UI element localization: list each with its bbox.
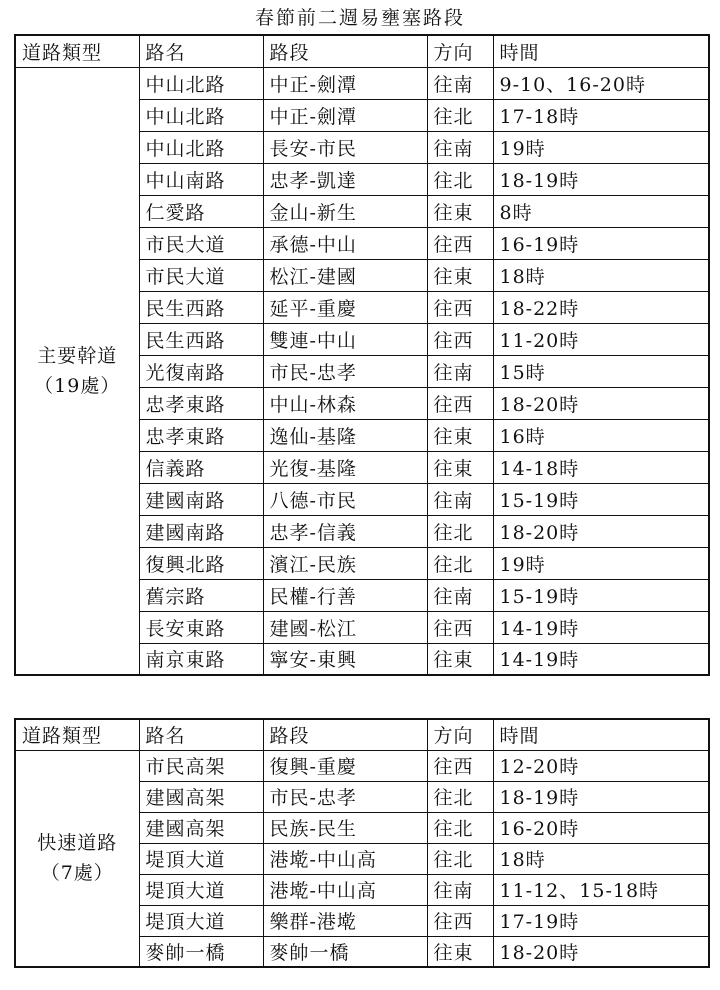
time-cell: 15時 (493, 355, 709, 387)
header-road-name: 路名 (139, 35, 263, 67)
header-road-type: 道路類型 (15, 35, 139, 67)
expressway-table (14, 718, 710, 968)
section-cell: 光復-基隆 (263, 451, 427, 483)
road-type-count: （7處） (40, 862, 114, 885)
direction-cell: 往西 (427, 905, 493, 936)
direction-cell: 往南 (427, 483, 493, 515)
direction-cell: 往北 (427, 781, 493, 812)
direction-cell: 往南 (427, 355, 493, 387)
page-title: 春節前二週易壅塞路段 (254, 7, 465, 29)
time-cell: 19時 (493, 547, 709, 579)
header-direction: 方向 (427, 35, 493, 67)
section-cell: 寧安-東興 (263, 643, 427, 675)
time-cell: 15-19時 (493, 579, 709, 611)
time-cell: 11-20時 (493, 323, 709, 355)
time-cell: 9-10、16-20時 (493, 67, 709, 99)
road-type-cell (15, 67, 139, 675)
direction-cell: 往北 (427, 547, 493, 579)
road-name-cell: 中山北路 (139, 131, 263, 163)
direction-cell: 往東 (427, 419, 493, 451)
direction-cell: 往東 (427, 195, 493, 227)
section-cell: 樂群-港墘 (263, 905, 427, 936)
time-cell: 16時 (493, 419, 709, 451)
time-cell: 18時 (493, 259, 709, 291)
time-cell: 18-19時 (493, 163, 709, 195)
road-name-cell: 建國高架 (139, 812, 263, 843)
time-cell: 17-19時 (493, 905, 709, 936)
section-cell: 八德-市民 (263, 483, 427, 515)
time-cell: 14-19時 (493, 611, 709, 643)
direction-cell: 往南 (427, 579, 493, 611)
time-cell: 17-18時 (493, 99, 709, 131)
main-roads-table (14, 34, 710, 676)
time-cell: 18-20時 (493, 515, 709, 547)
time-cell: 15-19時 (493, 483, 709, 515)
time-cell: 8時 (493, 195, 709, 227)
table-row (15, 67, 709, 99)
road-name-cell: 民生西路 (139, 291, 263, 323)
road-name-cell: 復興北路 (139, 547, 263, 579)
road-name-cell: 堤頂大道 (139, 905, 263, 936)
road-name-cell: 建國南路 (139, 483, 263, 515)
section-cell: 市民-忠孝 (263, 781, 427, 812)
section-cell: 延平-重慶 (263, 291, 427, 323)
direction-cell: 往北 (427, 812, 493, 843)
section-cell: 雙連-中山 (263, 323, 427, 355)
header-road-name: 路名 (139, 719, 263, 750)
road-type-label: 快速道路 (37, 832, 118, 855)
road-name-cell: 中山南路 (139, 163, 263, 195)
time-cell: 16-19時 (493, 227, 709, 259)
direction-cell: 往南 (427, 874, 493, 905)
time-cell: 18-22時 (493, 291, 709, 323)
road-name-cell: 堤頂大道 (139, 843, 263, 874)
road-type-count: （19處） (34, 374, 121, 397)
road-name-cell: 忠孝東路 (139, 387, 263, 419)
time-cell: 18-20時 (493, 936, 709, 967)
section-cell: 逸仙-基隆 (263, 419, 427, 451)
direction-cell: 往東 (427, 451, 493, 483)
table-header-row (15, 35, 709, 67)
direction-cell: 往東 (427, 936, 493, 967)
road-name-cell: 光復南路 (139, 355, 263, 387)
header-section: 路段 (263, 719, 427, 750)
direction-cell: 往北 (427, 515, 493, 547)
road-name-cell: 仁愛路 (139, 195, 263, 227)
direction-cell: 往西 (427, 387, 493, 419)
road-name-cell: 信義路 (139, 451, 263, 483)
road-name-cell: 舊宗路 (139, 579, 263, 611)
direction-cell: 往東 (427, 643, 493, 675)
section-cell: 長安-市民 (263, 131, 427, 163)
time-cell: 14-19時 (493, 643, 709, 675)
road-name-cell: 市民高架 (139, 750, 263, 781)
header-time: 時間 (493, 35, 709, 67)
road-name-cell: 建國南路 (139, 515, 263, 547)
section-cell: 市民-忠孝 (263, 355, 427, 387)
section-cell: 建國-松江 (263, 611, 427, 643)
road-name-cell: 市民大道 (139, 227, 263, 259)
road-name-cell: 忠孝東路 (139, 419, 263, 451)
section-cell: 忠孝-信義 (263, 515, 427, 547)
road-name-cell: 長安東路 (139, 611, 263, 643)
section-cell: 松江-建國 (263, 259, 427, 291)
direction-cell: 往南 (427, 131, 493, 163)
section-cell: 中正-劍潭 (263, 67, 427, 99)
header-time: 時間 (493, 719, 709, 750)
section-cell: 忠孝-凱達 (263, 163, 427, 195)
time-cell: 18時 (493, 843, 709, 874)
section-cell: 麥帥一橋 (263, 936, 427, 967)
road-type-cell (15, 750, 139, 967)
header-road-type: 道路類型 (15, 719, 139, 750)
section-cell: 港墘-中山高 (263, 874, 427, 905)
time-cell: 18-20時 (493, 387, 709, 419)
road-name-cell: 中山北路 (139, 99, 263, 131)
direction-cell: 往北 (427, 163, 493, 195)
time-cell: 19時 (493, 131, 709, 163)
time-cell: 14-18時 (493, 451, 709, 483)
road-name-cell: 中山北路 (139, 67, 263, 99)
direction-cell: 往西 (427, 227, 493, 259)
direction-cell: 往西 (427, 611, 493, 643)
header-direction: 方向 (427, 719, 493, 750)
table-header-row (15, 719, 709, 750)
direction-cell: 往北 (427, 99, 493, 131)
section-cell: 承德-中山 (263, 227, 427, 259)
section-cell: 中山-林森 (263, 387, 427, 419)
direction-cell: 往西 (427, 750, 493, 781)
section-cell: 濱江-民族 (263, 547, 427, 579)
direction-cell: 往南 (427, 67, 493, 99)
road-type-label: 主要幹道 (37, 344, 118, 367)
direction-cell: 往北 (427, 843, 493, 874)
header-section: 路段 (263, 35, 427, 67)
time-cell: 11-12、15-18時 (493, 874, 709, 905)
time-cell: 18-19時 (493, 781, 709, 812)
road-name-cell: 市民大道 (139, 259, 263, 291)
table-row (15, 750, 709, 781)
section-cell: 民權-行善 (263, 579, 427, 611)
road-name-cell: 建國高架 (139, 781, 263, 812)
section-cell: 民族-民生 (263, 812, 427, 843)
section-cell: 復興-重慶 (263, 750, 427, 781)
section-cell: 港墘-中山高 (263, 843, 427, 874)
road-name-cell: 民生西路 (139, 323, 263, 355)
direction-cell: 往西 (427, 323, 493, 355)
road-name-cell: 麥帥一橋 (139, 936, 263, 967)
section-cell: 中正-劍潭 (263, 99, 427, 131)
direction-cell: 往東 (427, 259, 493, 291)
section-cell: 金山-新生 (263, 195, 427, 227)
road-name-cell: 南京東路 (139, 643, 263, 675)
direction-cell: 往西 (427, 291, 493, 323)
time-cell: 16-20時 (493, 812, 709, 843)
time-cell: 12-20時 (493, 750, 709, 781)
road-name-cell: 堤頂大道 (139, 874, 263, 905)
